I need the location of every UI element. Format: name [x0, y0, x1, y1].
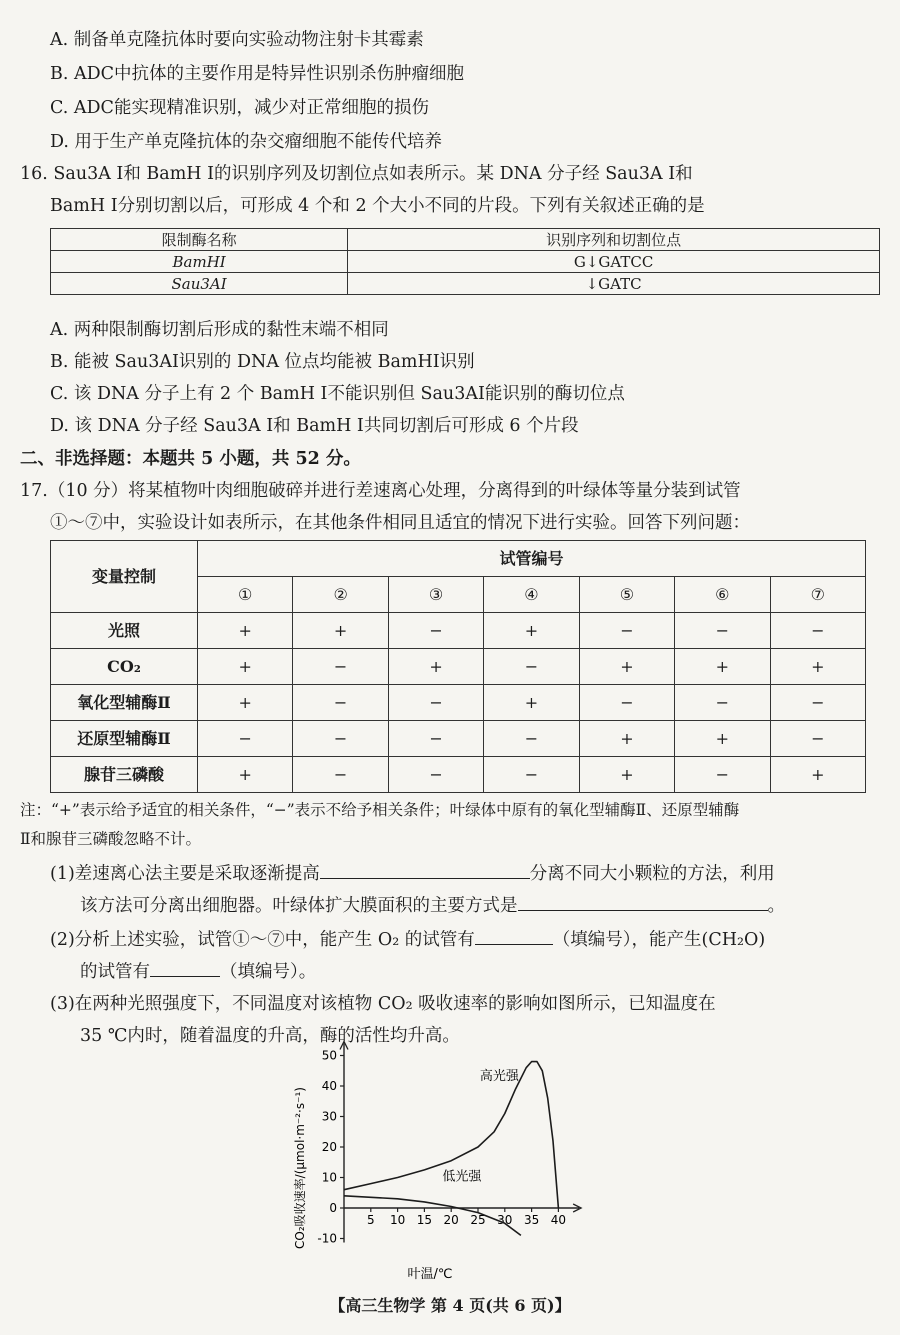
table-row [51, 685, 866, 721]
y-tick-label: 0 [329, 1201, 337, 1215]
q17-p1-text-c: 该方法可分离出细胞器。叶绿体扩大膜面积的主要方式是 [80, 896, 518, 916]
series-label: 高光强 [479, 1068, 519, 1084]
q17-p2-line1 [50, 928, 765, 951]
series-label: 低光强 [442, 1169, 482, 1185]
table-cell: + [675, 721, 770, 757]
q16-row2-site: ↓GATC [348, 273, 880, 295]
q16-header-site: 识别序列和切割位点 [348, 229, 880, 251]
table-cell: − [770, 685, 865, 721]
q17-experiment-table [50, 540, 866, 793]
table-cell: − [293, 649, 388, 685]
tube-number: ⑤ [579, 577, 674, 613]
table-cell: − [484, 757, 579, 793]
q17-table-group-header: 试管编号 [198, 541, 866, 577]
q17-p2-text-d: （填编号）。 [220, 962, 317, 982]
table-cell: + [484, 613, 579, 649]
table-cell: − [388, 685, 483, 721]
x-tick-label: 20 [443, 1213, 459, 1227]
table-cell: − [770, 721, 865, 757]
tube-number: ⑦ [770, 577, 865, 613]
q16-option-d: D. 该 DNA 分子经 Sau3A Ⅰ和 BamH Ⅰ共同切割后可形成 6 个片段 [50, 416, 579, 436]
q17-note-line2: Ⅱ和腺苷三磷酸忽略不计。 [20, 830, 202, 848]
table-cell: − [770, 613, 865, 649]
q17-p3-line1: (3)在两种光照强度下，不同温度对该植物 CO₂ 吸收速率的影响如图所示，已知温度在 [50, 994, 716, 1014]
tube-number: ④ [484, 577, 579, 613]
x-tick-label: 10 [389, 1213, 406, 1227]
chart-xlabel: 叶温/℃ [407, 1267, 453, 1282]
x-tick-label: 30 [497, 1213, 513, 1227]
q17-p3-line2: 35 ℃内时，随着温度的升高，酶的活性均升高。 [80, 1026, 460, 1046]
table-cell: + [388, 649, 483, 685]
table-cell: − [388, 721, 483, 757]
table-row [51, 721, 866, 757]
table-cell: − [198, 721, 293, 757]
row-label: 还原型辅酶Ⅱ [51, 721, 198, 757]
answer-blank[interactable] [518, 894, 768, 911]
q15-option-b: B. ADC中抗体的主要作用是特异性识别杀伤肿瘤细胞 [50, 64, 465, 84]
table-cell: + [198, 757, 293, 793]
q17-p1-text-b: 分离不同大小颗粒的方法，利用 [529, 864, 775, 884]
row-label: 腺苷三磷酸 [51, 757, 198, 793]
chart-ylabel: CO₂吸收速率/(μmol·m⁻²·s⁻¹) [293, 1087, 307, 1249]
q16-stem-line2: BamH Ⅰ分别切割以后，可形成 4 个和 2 个大小不同的片段。下列有关叙述正确的是 [50, 196, 705, 216]
q17-p2-text-a: (2)分析上述实验，试管①～⑦中，能产生 O₂ 的试管有 [50, 930, 475, 950]
q16-option-a: A. 两种限制酶切割后形成的黏性末端不相同 [50, 320, 389, 340]
co2-absorption-chart [280, 1040, 610, 1290]
y-tick-label: -10 [317, 1231, 337, 1246]
table-cell: + [484, 685, 579, 721]
table-row [51, 613, 866, 649]
tube-number: ② [293, 577, 388, 613]
q16-option-b: B. 能被 Sau3AⅠ识别的 DNA 位点均能被 BamHⅠ识别 [50, 352, 475, 372]
table-cell: + [770, 757, 865, 793]
q17-stem-line1: 17.（10 分）将某植物叶肉细胞破碎并进行差速离心处理，分离得到的叶绿体等量分装到试管 [20, 481, 741, 501]
x-tick-label: 35 [523, 1213, 540, 1227]
answer-blank[interactable] [475, 928, 553, 945]
table-cell: − [579, 613, 674, 649]
answer-blank[interactable] [150, 960, 220, 977]
table-cell: − [293, 721, 388, 757]
table-row [51, 757, 866, 793]
q17-p2-line2 [80, 960, 316, 983]
table-cell: + [675, 649, 770, 685]
table-cell: − [484, 721, 579, 757]
tube-number: ⑥ [675, 577, 770, 613]
q17-stem-line2: ①～⑦中，实验设计如表所示，在其他条件相同且适宜的情况下进行实验。回答下列问题： [50, 513, 750, 533]
q16-enzyme-table [50, 228, 880, 295]
x-tick-label: 5 [366, 1213, 375, 1227]
q17-p2-text-b: （填编号），能产生(CH₂O) [552, 930, 766, 950]
row-label: 光照 [51, 613, 198, 649]
q16-stem-line1: 16. Sau3A Ⅰ和 BamH Ⅰ的识别序列及切割位点如表所示。某 DNA 分子经 Sau3A Ⅰ和 [20, 164, 693, 184]
table-cell: − [579, 685, 674, 721]
y-tick-label: 30 [321, 1109, 337, 1124]
table-cell: + [579, 721, 674, 757]
q16-row2-enzyme: Sau3AⅠ [51, 273, 348, 295]
q17-note-line1: 注：“+”表示给予适宜的相关条件，“−”表示不给予相关条件；叶绿体中原有的氧化型辅酶Ⅱ、还原型辅酶 [20, 801, 740, 819]
q15-option-d: D. 用于生产单克隆抗体的杂交瘤细胞不能传代培养 [50, 132, 443, 152]
table-cell: − [484, 649, 579, 685]
q16-option-c: C. 该 DNA 分子上有 2 个 BamH Ⅰ不能识别但 Sau3AⅠ能识别的酶切位点 [50, 384, 625, 404]
table-cell: + [198, 685, 293, 721]
q17-p1-text-d: 。 [767, 896, 785, 916]
table-cell: − [675, 685, 770, 721]
section2-title: 二、非选择题：本题共 5 小题，共 52 分。 [20, 449, 361, 469]
q17-p1-line1 [50, 862, 775, 885]
y-tick-label: 10 [321, 1170, 337, 1185]
page-footer: 【高三生物学 第 4 页(共 6 页)】 [329, 1296, 571, 1315]
y-tick-label: 20 [321, 1140, 337, 1154]
q15-option-c: C. ADC能实现精准识别，减少对正常细胞的损伤 [50, 98, 429, 118]
table-row [51, 649, 866, 685]
table-cell: + [579, 649, 674, 685]
tube-number: ③ [388, 577, 483, 613]
table-cell: − [388, 613, 483, 649]
table-cell: − [293, 685, 388, 721]
q17-p1-line2 [80, 894, 785, 917]
q16-row1-enzyme: BamHⅠ [51, 251, 348, 273]
q17-p2-text-c: 的试管有 [80, 962, 150, 982]
q17-table-corner: 变量控制 [51, 541, 198, 613]
q16-row1-site: G↓GATCC [348, 251, 880, 273]
row-label: CO₂ [51, 649, 198, 685]
q17-p1-text-a: (1)差速离心法主要是采取逐渐提高 [50, 864, 320, 884]
table-cell: + [198, 649, 293, 685]
series-line [344, 1062, 558, 1208]
table-cell: + [293, 613, 388, 649]
x-tick-label: 40 [550, 1213, 567, 1227]
table-cell: − [675, 757, 770, 793]
q15-option-a: A. 制备单克隆抗体时要向实验动物注射卡其霉素 [50, 30, 424, 50]
row-label: 氧化型辅酶Ⅱ [51, 685, 198, 721]
y-tick-label: 40 [321, 1079, 337, 1093]
table-cell: + [579, 757, 674, 793]
table-cell: + [198, 613, 293, 649]
x-tick-label: 25 [470, 1213, 486, 1227]
x-tick-label: 15 [416, 1213, 433, 1227]
table-cell: − [293, 757, 388, 793]
q16-header-enzyme: 限制酶名称 [51, 229, 348, 251]
tube-number: ① [198, 577, 293, 613]
y-tick-label: 50 [321, 1048, 337, 1063]
answer-blank[interactable] [320, 862, 530, 879]
table-cell: − [675, 613, 770, 649]
table-cell: − [388, 757, 483, 793]
table-cell: + [770, 649, 865, 685]
